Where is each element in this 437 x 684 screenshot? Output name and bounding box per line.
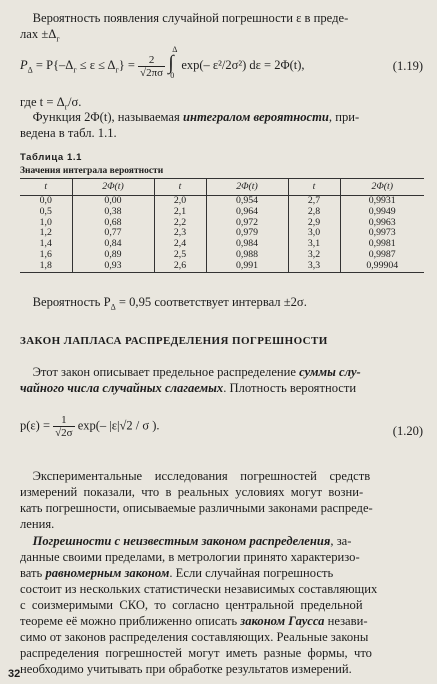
cell: 3,2 [288,250,340,261]
cell: 2,3 [154,228,206,239]
experimental-line-3: кать погрешности, описываемые различными законами распреде- [20,501,373,515]
cell: 0,00 [72,196,154,207]
cell: 1,0 [39,216,52,228]
cell: 0,99904 [340,261,424,272]
laplace-line-1: Этот закон описывает предельное распределение суммы слу- [32,365,361,379]
header-2phi-2: 2Φ(t) [206,179,288,196]
header-2phi-3: 2Φ(t) [340,179,424,196]
cell: 2,6 [154,261,206,272]
cell: 1,4 [39,238,52,250]
table-row [20,228,424,239]
cell: 0,972 [206,218,288,229]
header-t-3: t [288,179,340,196]
unknown-line-2: данные своими пределами, в метрологии принято характеризо- [20,550,360,564]
unknown-line-4: состоит из нескольких статистически независимых составляющих [20,582,378,596]
cell: 3,1 [288,239,340,250]
cell: 0,9963 [340,218,424,229]
cell: 2,1 [154,207,206,218]
cell: 0,988 [206,250,288,261]
section-heading: ЗАКОН ЛАПЛАСА РАСПРЕДЕЛЕНИЯ ПОГРЕШНОСТИ [20,335,328,347]
table-title: Значения интеграла вероятности [20,166,164,176]
cell: 2,7 [288,196,340,207]
cell: 2,9 [288,218,340,229]
unknown-line-9: необходимо учитывать при обработке результатов измерений. [20,662,352,676]
cell: 0,5 [39,205,52,217]
cell: 0,0 [39,195,52,206]
cell: 0,9973 [340,228,424,239]
intro-line-2: лах $\pm\Delta_г$ [20,27,60,44]
header-t-2: t [154,179,206,196]
cell: 1,2 [39,227,52,239]
cell: 0,964 [206,207,288,218]
probability-line: Вероятность $P_\Delta = 0,95$ соответствует интервал ±2σ. [32,295,307,312]
cell: 0,89 [72,250,154,261]
table-row [20,250,424,261]
table-row [20,218,424,229]
equation-1-20: p(ε) = $\frac{1}{√2\sigma}$ exp(– |ε|√2 / σ ). [20,414,160,439]
cell: 0,84 [72,239,154,250]
table-row [20,196,424,207]
experimental-line-2: измерений показали, что в реальных условиях могут возни- [20,485,364,499]
table-row [20,261,424,272]
cell: 2,0 [154,196,206,207]
cell: 0,9949 [340,207,424,218]
cell: 0,9981 [340,239,424,250]
experimental-line-4: ления. [20,517,55,531]
cell: 1,8 [39,259,52,271]
unknown-line-5: с соизмеримыми СКО, то согласно центральной предельной [20,598,363,612]
values-table [20,178,424,273]
cell: 2,5 [154,250,206,261]
equation-number-1-20: (1.20) [392,424,423,438]
header-2phi-1: 2Φ(t) [72,179,154,196]
cell: 0,979 [206,228,288,239]
table-row [20,239,424,250]
where-line: где $t = \Delta_г/\sigma$. [20,95,82,112]
cell: 0,77 [72,228,154,239]
cell: 0,9987 [340,250,424,261]
table-caption: Таблица 1.1 [20,152,83,163]
cell: 0,984 [206,239,288,250]
page-number: 32 [8,668,21,680]
unknown-line-1: Погрешности с неизвестным законом распределения, за- [32,534,352,548]
cell: 1,6 [39,248,52,260]
laplace-line-2: чайного числа случайных слагаемых. Плотность вероятности [20,381,357,395]
intro-line-1: Вероятность появления случайной погрешности ε в преде- [32,11,349,25]
experimental-line-1: Экспериментальные исследования погрешностей средств [32,469,371,483]
cell: 0,991 [206,261,288,272]
cell: 3,3 [288,261,340,272]
unknown-line-7: симо от законов распределения составляющих. Реальные законы [20,630,369,644]
cell: 0,93 [72,261,154,272]
header-t-1: t [20,179,72,196]
cell: 2,4 [154,239,206,250]
table-row [20,207,424,218]
cell: 0,38 [72,207,154,218]
cell: 2,2 [154,218,206,229]
cell: 3,0 [288,228,340,239]
cell: 0,9931 [340,196,424,207]
function-paragraph-line-2: ведена в табл. 1.1. [20,126,117,140]
cell: 0,954 [206,196,288,207]
table-header-row [20,179,424,196]
unknown-line-6: теореме её можно приближенно описать законом Гаусса незави- [20,614,368,628]
function-paragraph: Функция 2Φ(t), называемая интегралом вероятности, при- [32,110,360,124]
cell: 0,68 [72,218,154,229]
equation-number-1-19: (1.19) [392,59,423,73]
equation-1-19: $P_\Delta = P\{-\Delta_г \le \varepsilon \le \Delta_г\}$ = $\frac{2}{√2\pi\sigma}$ ∫ Δ 0 exp(– ε²/2σ²) dε = 2Φ(t), [20,45,305,80]
unknown-line-3: вать равномерным законом. Если случайная погрешность [20,566,334,580]
unknown-line-8: распределения погрешностей могут иметь разные формы, что [20,646,372,660]
cell: 2,8 [288,207,340,218]
